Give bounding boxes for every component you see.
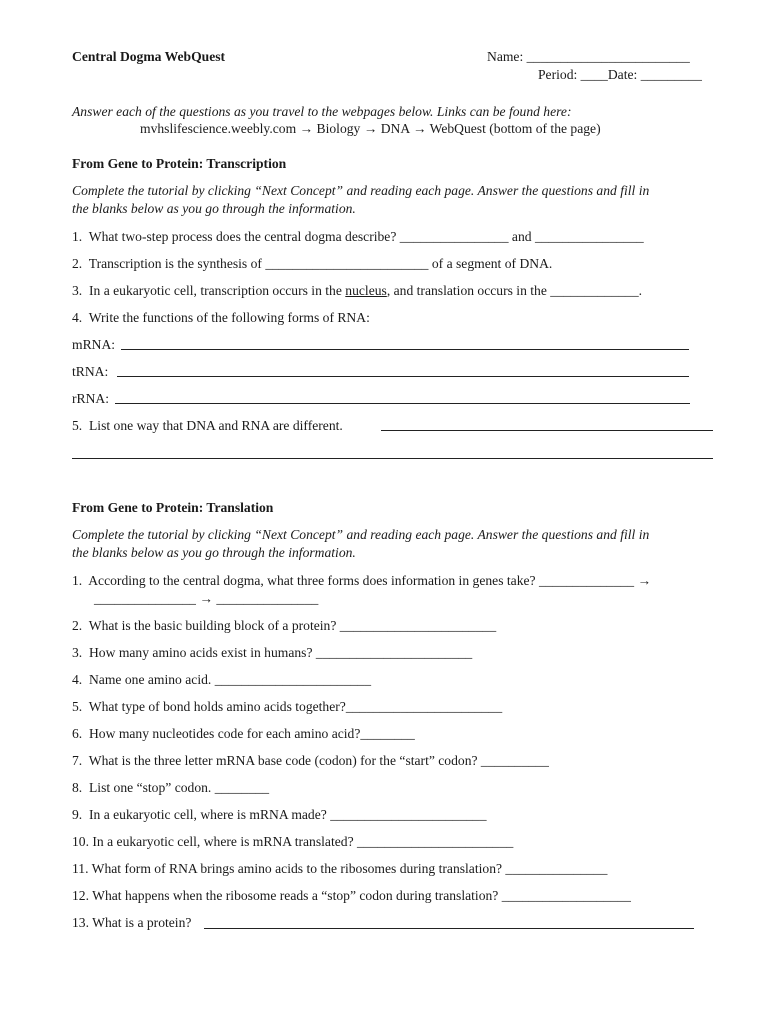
q5-answer-line-2[interactable] — [72, 458, 713, 459]
translation-instructions-line2: the blanks below as you go through the information. — [72, 545, 356, 560]
transcription-question-3 — [72, 284, 642, 298]
trna-label: tRNA: — [72, 364, 109, 379]
translation-question-10: 10. In a eukaryotic cell, where is mRNA translated? _______________________ — [72, 834, 514, 849]
rrna-answer-line[interactable] — [115, 403, 690, 404]
translation-question-6: 6. How many nucleotides code for each amino acid?________ — [72, 726, 415, 741]
transcription-question-5: 5. List one way that DNA and RNA are different. — [72, 418, 343, 433]
transcription-heading: From Gene to Protein: Transcription — [72, 156, 287, 171]
translation-question-13: 13. What is a protein? — [72, 915, 192, 930]
transcription-question-4: 4. Write the functions of the following forms of RNA: — [72, 310, 370, 325]
q3-underlined-word: nucleus — [345, 283, 387, 298]
translation-question-9: 9. In a eukaryotic cell, where is mRNA made? _______________________ — [72, 807, 487, 822]
translation-question-4: 4. Name one amino acid. _______________________ — [72, 672, 372, 687]
transcription-instructions-line1: Complete the tutorial by clicking “Next Concept” and reading each page. Answer the questions and fill in — [72, 183, 650, 198]
q3-text-post: , and translation occurs in the _____________. — [386, 283, 643, 298]
translation-question-7: 7. What is the three letter mRNA base code (codon) for the “start” codon? __________ — [72, 753, 549, 768]
q3-text-pre: 3. In a eukaryotic cell, transcription occurs in the — [72, 283, 346, 298]
transcription-question-1: 1. What two-step process does the central dogma describe? ________________ and ________________ — [72, 229, 644, 244]
translation-question-5: 5. What type of bond holds amino acids together?_______________________ — [72, 699, 503, 714]
translation-heading: From Gene to Protein: Translation — [72, 500, 274, 515]
translation-question-8: 8. List one “stop” codon. ________ — [72, 780, 270, 795]
rrna-label: rRNA: — [72, 391, 110, 406]
intro-instructions: Answer each of the questions as you travel to the webpages below. Links can be found here: — [72, 104, 572, 119]
translation-question-1-continued: _______________ → _______________ — [94, 591, 319, 606]
q5-answer-line-1[interactable] — [381, 430, 713, 431]
intro-link-path: mvhslifescience.weebly.com → Biology → DNA → WebQuest (bottom of the page) — [140, 121, 601, 136]
transcription-instructions-line2: the blanks below as you go through the information. — [72, 201, 356, 216]
document-title: Central Dogma WebQuest — [72, 49, 226, 64]
period-date-field[interactable]: Period: ____Date: _________ — [538, 67, 702, 82]
q13-answer-line[interactable] — [204, 928, 694, 929]
translation-question-3: 3. How many amino acids exist in humans? _______________________ — [72, 645, 473, 660]
translation-question-11: 11. What form of RNA brings amino acids to the ribosomes during translation? _______________ — [72, 861, 608, 876]
translation-instructions-line1: Complete the tutorial by clicking “Next Concept” and reading each page. Answer the questions and fill in — [72, 527, 650, 542]
trna-answer-line[interactable] — [117, 376, 689, 377]
translation-question-2: 2. What is the basic building block of a protein? _______________________ — [72, 618, 497, 633]
name-field[interactable]: Name: ________________________ — [487, 49, 690, 64]
translation-question-1: 1. According to the central dogma, what three forms does information in genes take? ______________ → — [72, 573, 652, 588]
transcription-question-2: 2. Transcription is the synthesis of ________________________ of a segment of DNA. — [72, 256, 553, 271]
mrna-label: mRNA: — [72, 337, 116, 352]
translation-question-12: 12. What happens when the ribosome reads a “stop” codon during translation? ___________________ — [72, 888, 631, 903]
mrna-answer-line[interactable] — [121, 349, 689, 350]
